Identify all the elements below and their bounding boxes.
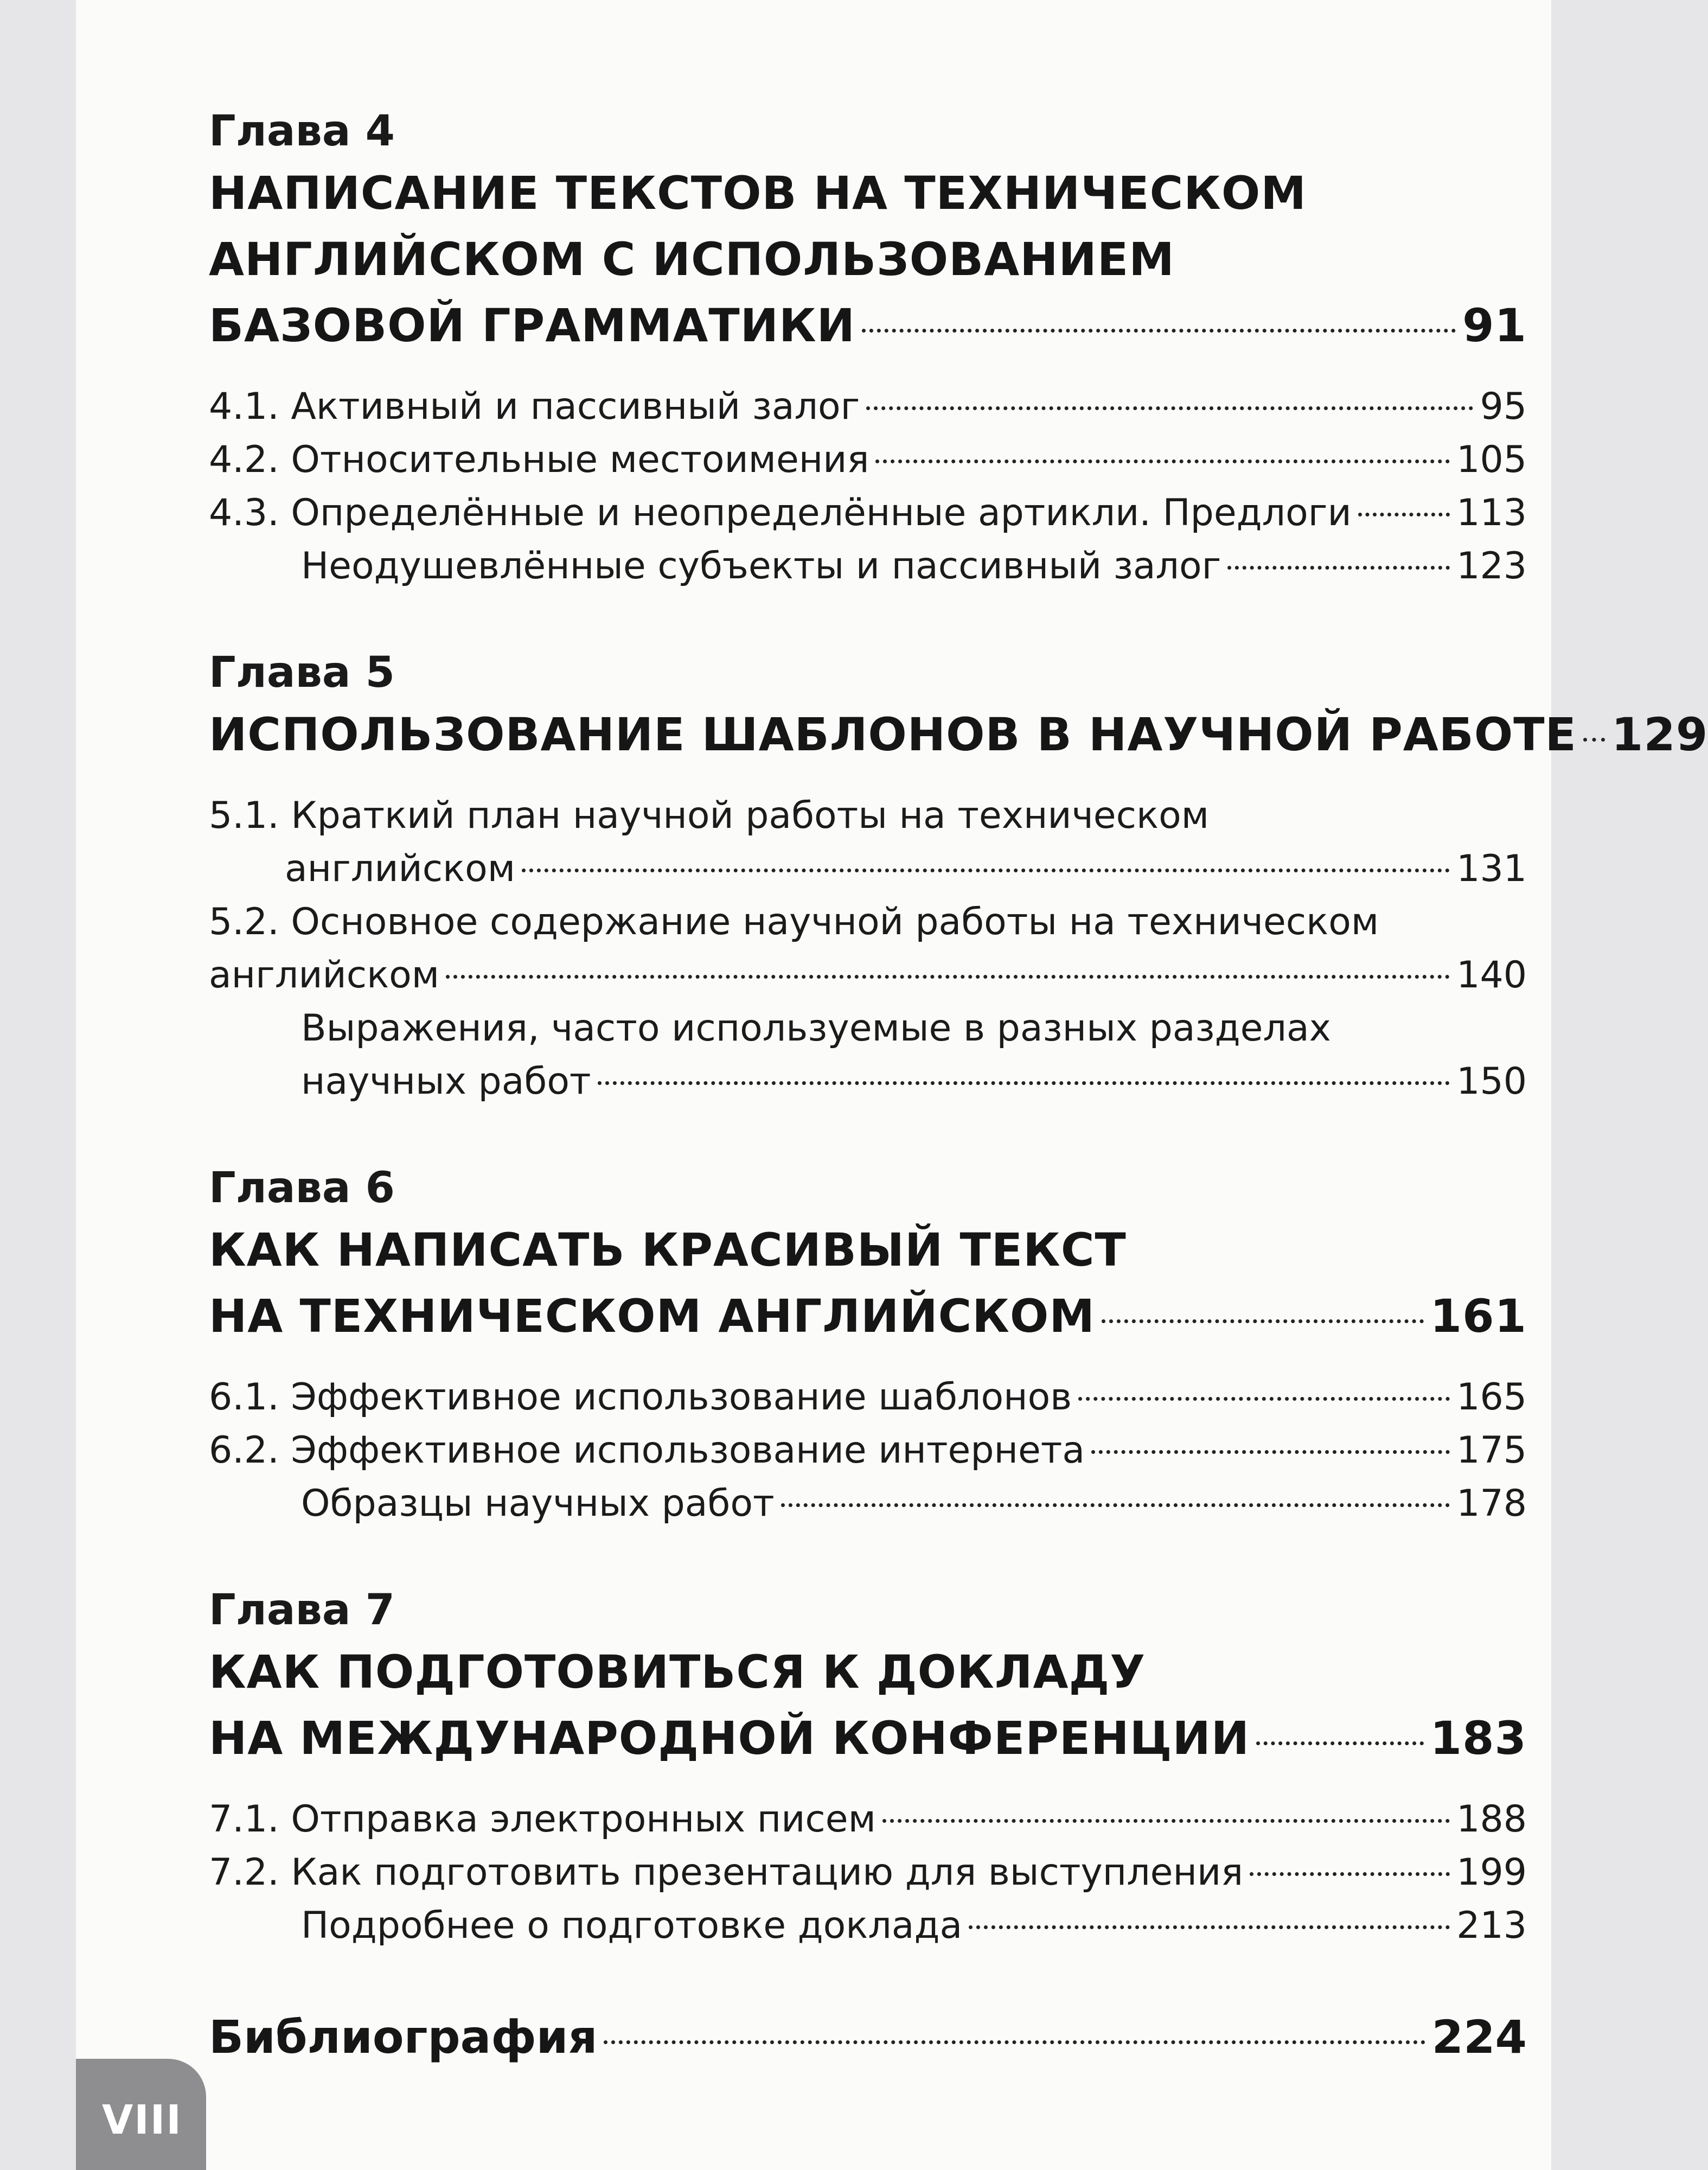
- section-title: английском: [209, 954, 440, 997]
- page-number: 95: [1480, 385, 1527, 428]
- toc-entry: [209, 1424, 1527, 1477]
- page-number: 161: [1430, 1290, 1527, 1343]
- chapter-label: Глава 6: [209, 1164, 395, 1212]
- section-title-first-line: 5.2. Основное содержание научной работы на техническом: [209, 901, 1379, 943]
- page-number: 105: [1456, 438, 1527, 481]
- toc-entry: [209, 1283, 1527, 1349]
- toc-entry: [209, 487, 1527, 540]
- page-number: 224: [1431, 2011, 1527, 2064]
- page-number: 150: [1456, 1060, 1527, 1103]
- dot-leader: [969, 1925, 1450, 1929]
- toc-entry: [209, 1793, 1527, 1846]
- section-title: 6.2. Эффективное использование интернета: [209, 1429, 1085, 1472]
- table-of-contents: [209, 103, 1708, 2070]
- section-title: 6.1. Эффективное использование шаблонов: [209, 1376, 1072, 1419]
- page-number: 183: [1430, 1712, 1527, 1765]
- bibliography-title: Библиография: [209, 2011, 598, 2064]
- toc-entry: [209, 701, 1708, 768]
- chapter-title-line: НАПИСАНИЕ ТЕКСТОВ НА ТЕХНИЧЕСКОМ: [209, 167, 1307, 220]
- chapter-title-line: БАЗОВОЙ ГРАММАТИКИ: [209, 299, 855, 352]
- chapter-title-line: ИСПОЛЬЗОВАНИЕ ШАБЛОНОВ В НАУЧНОЙ РАБОТЕ: [209, 708, 1577, 761]
- section-title: 7.2. Как подготовить презентацию для выступления: [209, 1851, 1244, 1894]
- chapter-title-line: НА МЕЖДУНАРОДНОЙ КОНФЕРЕНЦИИ: [209, 1712, 1250, 1765]
- dot-leader: [1227, 566, 1450, 570]
- section-title: Неодушевлённые субъекты и пассивный залог: [301, 545, 1221, 588]
- toc-entry: [209, 1846, 1527, 1899]
- page-number: 113: [1456, 492, 1527, 534]
- section-list: [209, 789, 1527, 1108]
- toc-entry: [209, 843, 1527, 896]
- page-number: 213: [1456, 1904, 1527, 1947]
- chapter-5: [209, 644, 1708, 1108]
- chapter-label: Глава 5: [209, 648, 395, 697]
- dot-leader: [882, 1819, 1450, 1823]
- dot-leader: [1091, 1450, 1450, 1454]
- chapter-title: [209, 1639, 1527, 1771]
- chapter-label: Глава 7: [209, 1586, 395, 1635]
- folio-label: VIII: [102, 2097, 182, 2143]
- page-number: 178: [1456, 1482, 1527, 1525]
- dot-leader: [1256, 1741, 1424, 1745]
- toc-entry: [209, 1055, 1527, 1108]
- toc-entry-bibliography: [209, 2004, 1527, 2070]
- section-title: 4.2. Относительные местоимения: [209, 438, 869, 481]
- page-number: 123: [1456, 545, 1527, 588]
- section-title: 4.3. Определённые и неопределённые артикли. Предлоги: [209, 492, 1352, 534]
- chapter-title-line: КАК НАПИСАТЬ КРАСИВЫЙ ТЕКСТ: [209, 1223, 1127, 1277]
- chapter-6: [209, 1160, 1527, 1530]
- dot-leader: [446, 975, 1450, 979]
- section-list: [209, 1793, 1527, 1952]
- section-list: [209, 1371, 1527, 1530]
- section-title: Подробнее о подготовке доклада: [301, 1904, 963, 1947]
- dot-leader: [781, 1503, 1450, 1507]
- dot-leader: [604, 2040, 1425, 2044]
- chapter-title: [209, 160, 1527, 359]
- page-number: 140: [1456, 954, 1527, 997]
- section-title-first-line: Выражения, часто используемые в разных разделах: [301, 1007, 1331, 1050]
- dot-leader: [522, 869, 1450, 872]
- toc-entry: [209, 949, 1527, 1002]
- dot-leader: [1078, 1397, 1450, 1401]
- dot-leader: [1583, 738, 1605, 742]
- section-list: [209, 380, 1527, 593]
- section-title: Образцы научных работ: [301, 1482, 775, 1525]
- toc-entry: [209, 1899, 1527, 1952]
- dot-leader: [1358, 513, 1450, 516]
- dot-leader: [1250, 1872, 1450, 1876]
- toc-entry: [209, 380, 1527, 433]
- dot-leader: [1102, 1319, 1424, 1323]
- chapter-7: [209, 1582, 1527, 1952]
- chapter-4: [209, 103, 1527, 593]
- toc-entry: [209, 292, 1527, 359]
- section-title: научных работ: [301, 1060, 591, 1103]
- page-number: 131: [1456, 847, 1527, 890]
- chapter-title-line: КАК ПОДГОТОВИТЬСЯ К ДОКЛАДУ: [209, 1645, 1146, 1699]
- chapter-title-line: НА ТЕХНИЧЕСКОМ АНГЛИЙСКОМ: [209, 1290, 1095, 1343]
- section-title: 4.1. Активный и пассивный залог: [209, 385, 860, 428]
- chapter-label: Глава 4: [209, 107, 395, 156]
- chapter-title: [209, 1217, 1527, 1349]
- page-number: 199: [1456, 1851, 1527, 1894]
- page-number: 91: [1462, 299, 1527, 352]
- page-number: 175: [1456, 1429, 1527, 1472]
- toc-entry: [209, 1371, 1527, 1424]
- dot-leader: [875, 459, 1450, 463]
- page-number: 165: [1456, 1376, 1527, 1419]
- toc-entry: [209, 433, 1527, 487]
- toc-entry: [209, 540, 1527, 593]
- page-number-tab: [76, 2059, 206, 2170]
- dot-leader: [862, 329, 1456, 333]
- section-title: 7.1. Отправка электронных писем: [209, 1798, 876, 1841]
- book-page: [76, 0, 1708, 2170]
- dot-leader: [866, 406, 1473, 410]
- chapter-title: [209, 701, 1708, 768]
- page-number: 188: [1456, 1798, 1527, 1841]
- dot-leader: [598, 1081, 1450, 1085]
- section-title-first-line: 5.1. Краткий план научной работы на техническом: [209, 794, 1210, 837]
- page-number: 129: [1611, 708, 1708, 761]
- chapter-title-line: АНГЛИЙСКОМ С ИСПОЛЬЗОВАНИЕМ: [209, 233, 1175, 286]
- section-title: английском: [285, 847, 516, 890]
- toc-entry: [209, 1477, 1527, 1530]
- toc-entry: [209, 1705, 1527, 1771]
